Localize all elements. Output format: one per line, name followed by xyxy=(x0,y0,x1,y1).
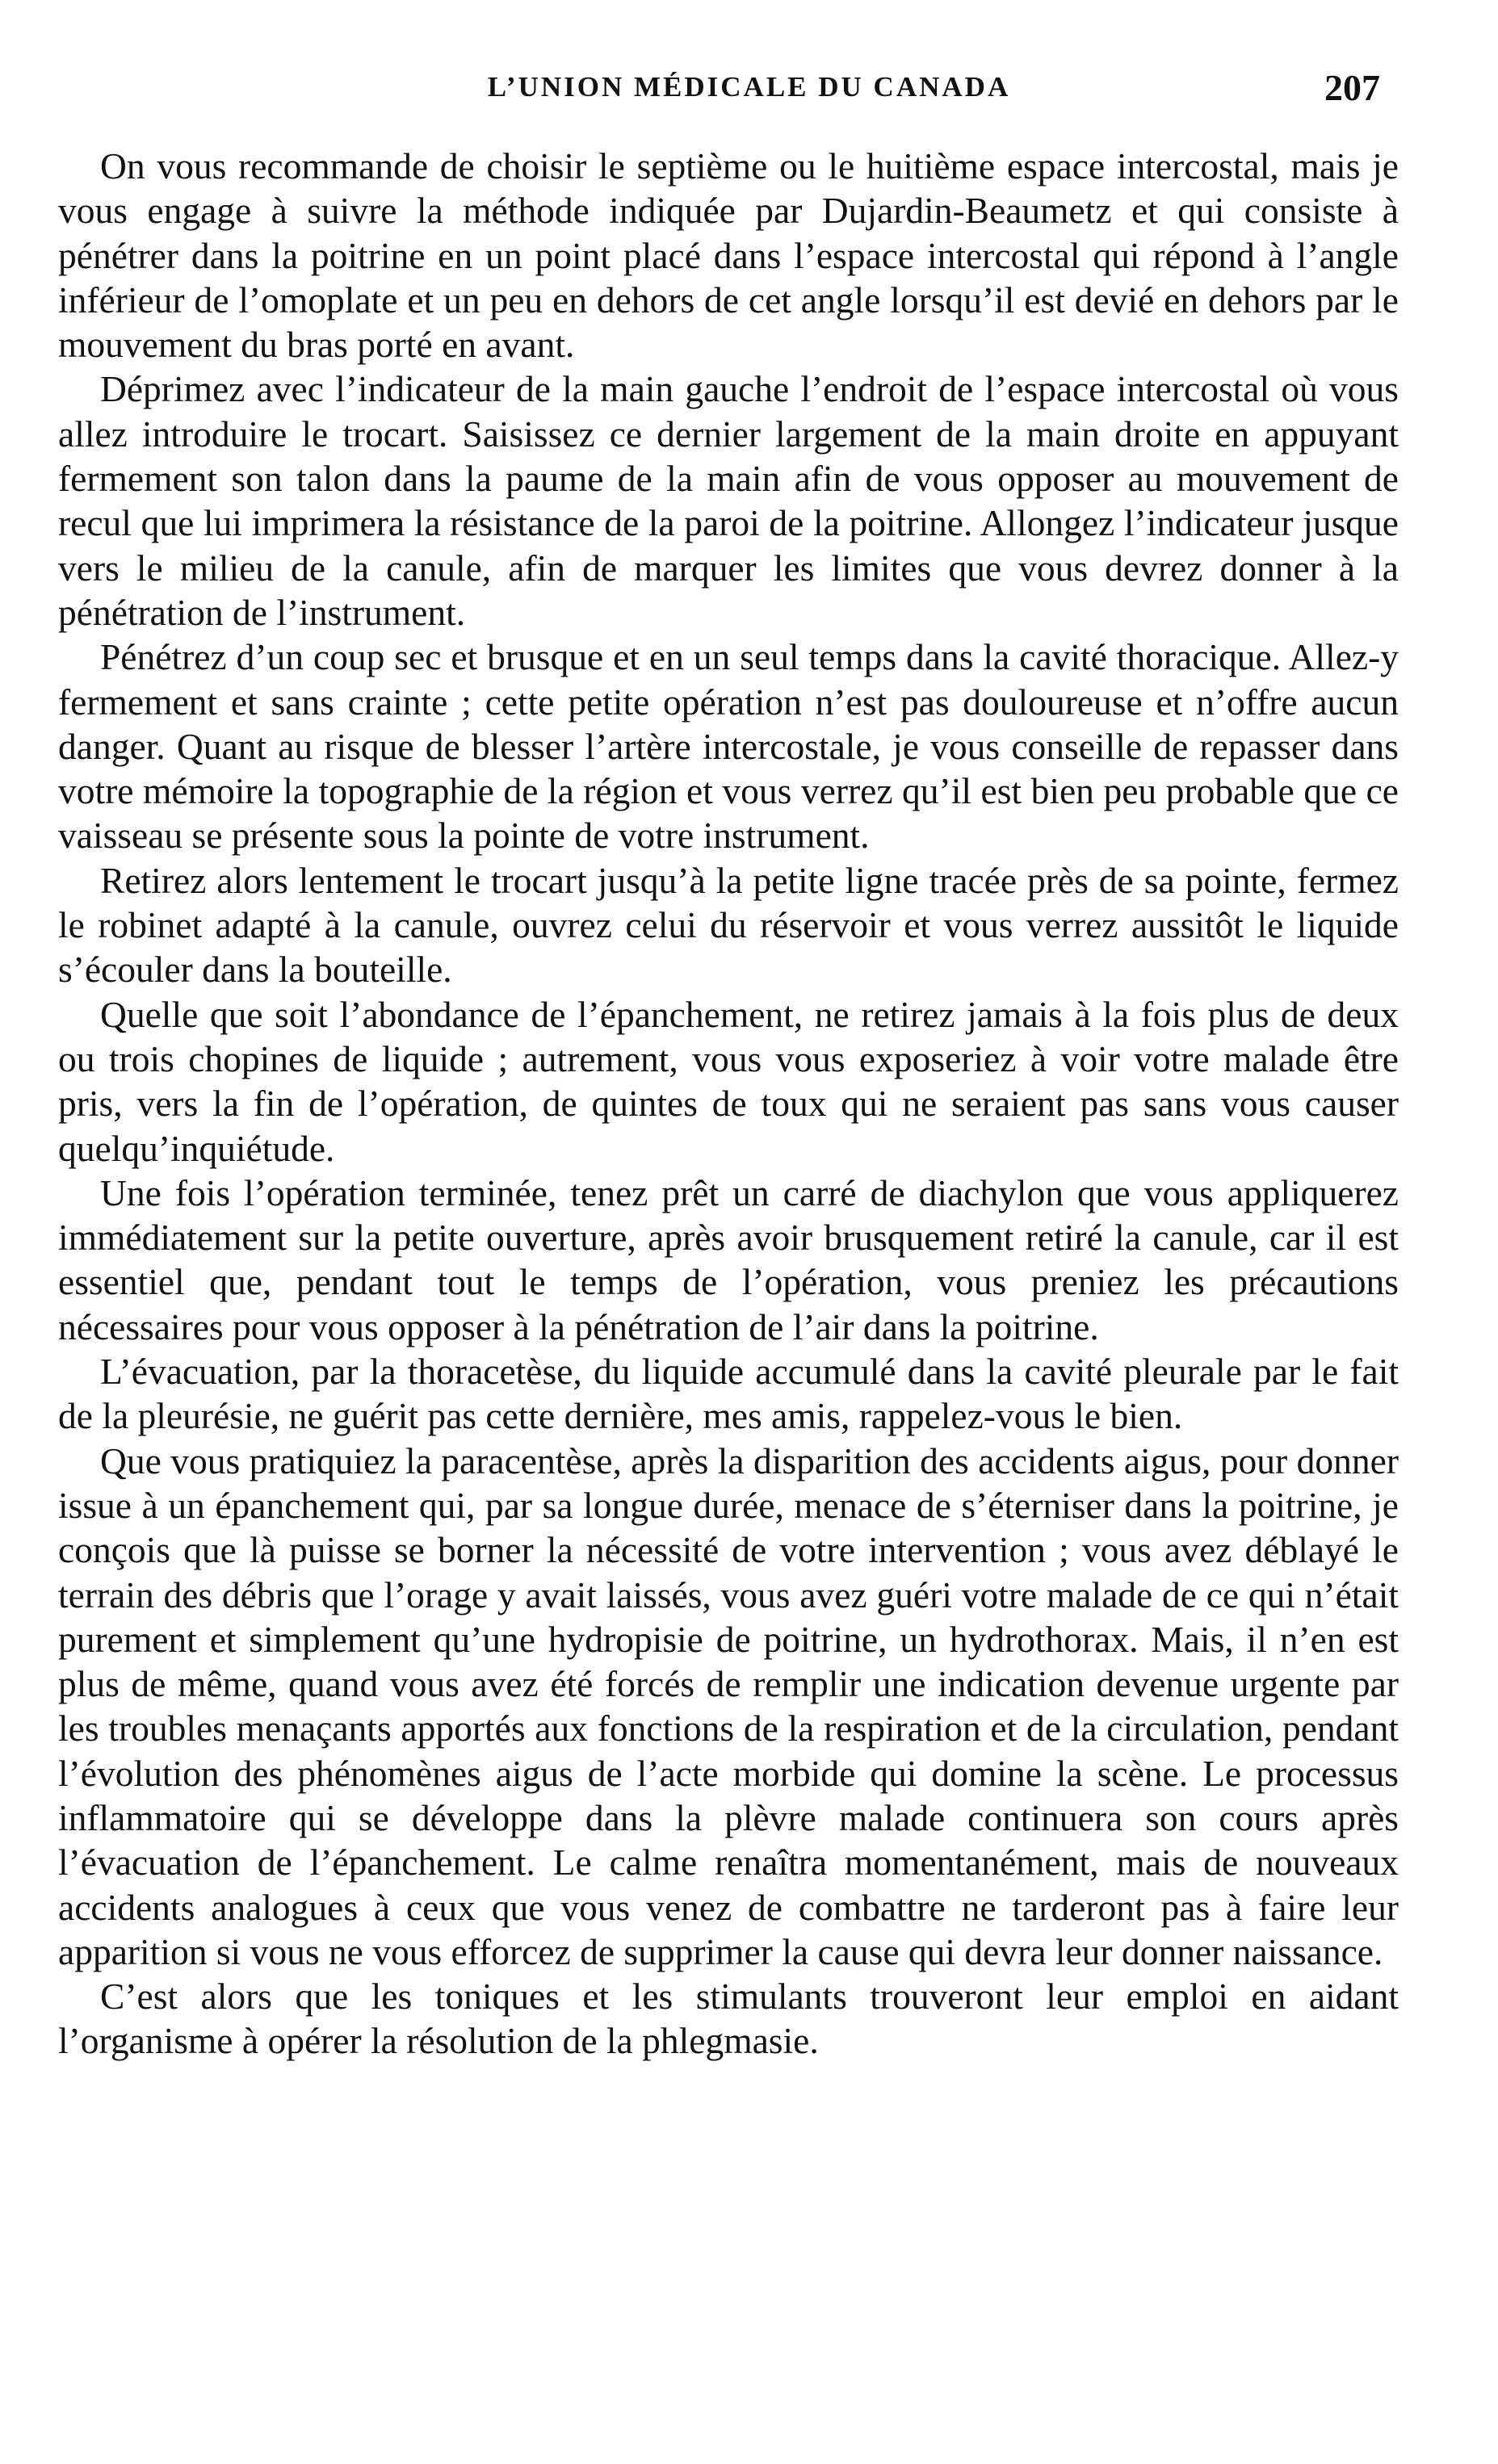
running-head xyxy=(0,66,1498,115)
paragraph: Retirez alors lentement le trocart jusqu’à la petite ligne tracée près de sa pointe, fermez le robinet adapté à la canule, ouvrez celui du réservoir et vous verrez aussitôt le liquide s’écouler dans la bouteille. xyxy=(58,859,1399,991)
paragraph: Quelle que soit l’abondance de l’épanchement, ne retirez jamais à la fois plus de deux ou trois chopines de liquide ; autrement, vous vous exposeriez à voir votre malade être pris, vers la fin de l’opération, de quintes de toux qui ne seraient pas sans vous causer quelqu’inquiétude. xyxy=(58,993,1399,1169)
paragraph: Pénétrez d’un coup sec et brusque et en un seul temps dans la cavité thoracique. Allez-y fermement et sans crainte ; cette petite opération n’est pas douloureuse et n’offre aucun danger. Quant au risque de blesser l’artère intercostale, je vous conseille de repasser dans votre mémoire la topographie de la région et vous verrez qu’il est bien peu probable que ce vaisseau se présente sous la pointe de votre instrument. xyxy=(58,636,1399,857)
body-text xyxy=(58,144,1399,2064)
paragraph: Que vous pratiquiez la paracentèse, après la disparition des accidents aigus, pour donner issue à un épanchement qui, par sa longue durée, menace de s’éterniser dans la poitrine, je conçois que là puisse se borner la nécessité de votre intervention ; vous avez déblayé le terrain des débris que l’orage y avait laissés, vous avez guéri votre malade de ce qui n’était purement et simplement qu’une hydropisie de poitrine, un hydrothorax. Mais, il n’en est plus de même, quand vous avez été forcés de remplir une indication devenue urgente par les troubles menaçants apportés aux fonctions de la respiration et de la circulation, pendant l’évolution des phénomènes aigus de l’acte morbide qui domine la scène. Le processus inflammatoire qui se développe dans la plèvre malade continuera son cours après l’évacuation de l’épanchement. Le calme renaîtra momentanément, mais de nouveaux accidents analogues à ceux que vous venez de combattre ne tarderont pas à faire leur apparition si vous ne vous efforcez de supprimer la cause qui devra leur donner naissance. xyxy=(58,1439,1399,1972)
paragraph: Une fois l’opération terminée, tenez prêt un carré de diachylon que vous appliquerez immédiatement sur la petite ouverture, après avoir brusquement retiré la canule, car il est essentiel que, pendant tout le temps de l’opération, vous preniez les précautions nécessaires pour vous opposer à la pénétration de l’air dans la poitrine. xyxy=(58,1171,1399,1347)
paragraph: L’évacuation, par la thoracetèse, du liquide accumulé dans la cavité pleurale par le fait de la pleurésie, ne guérit pas cette dernière, mes amis, rappelez-vous le bien. xyxy=(58,1351,1399,1437)
page-number: 207 xyxy=(1324,67,1380,108)
paragraph: Déprimez avec l’indicateur de la main gauche l’endroit de l’espace intercostal où vous allez introduire le trocart. Saisissez ce dernier largement de la main droite en appuyant fermement son talon dans la paume de la main afin de vous opposer au mouvement de recul que lui imprimera la résistance de la paroi de la poitrine. Allongez l’indicateur jusque vers le milieu de la canule, afin de marquer les limites que vous devrez donner à la pénétration de l’instrument. xyxy=(58,368,1399,633)
paragraph: C’est alors que les toniques et les stimulants trouveront leur emploi en aidant l’organisme à opérer la résolution de la phlegmasie. xyxy=(58,1976,1399,2062)
paragraph: On vous recommande de choisir le septième ou le huitième espace intercostal, mais je vous engage à suivre la méthode indiquée par Dujardin-Beaumetz et qui consiste à pénétrer dans la poitrine en un point placé dans l’espace intercostal qui répond à l’angle inférieur de l’omoplate et un peu en dehors de cet angle lorsqu’il est devié en dehors par le mouvement du bras porté en avant. xyxy=(58,145,1399,366)
running-title: L’UNION MÉDICALE DU CANADA xyxy=(487,71,1011,103)
